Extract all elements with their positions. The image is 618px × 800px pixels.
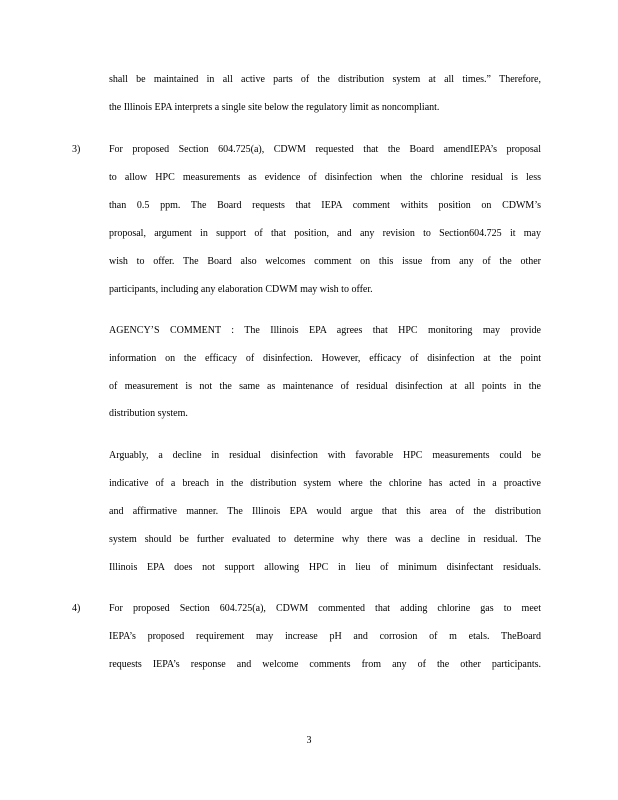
item-4-line-3: requests IEPA’s response and welcome comments from any of the other participants. <box>109 659 541 670</box>
page-number: 3 <box>306 735 312 746</box>
agency-comment-line-1: AGENCY’S COMMENT : The Illinois EPA agrees that HPC monitoring may provide <box>109 325 541 336</box>
continuation-line-1: shall be maintained in all active parts of the distribution system at all times.” Therefore, <box>109 74 541 85</box>
arguably-line-1: Arguably, a decline in residual disinfection with favorable HPC measurements could be <box>109 450 541 461</box>
arguably-line-4: system should be further evaluated to determine why there was a decline in residual. The <box>109 534 541 545</box>
agency-comment-line-2: information on the efficacy of disinfection. However, efficacy of disinfection at the point <box>109 353 541 364</box>
item-4-number: 4) <box>72 603 81 614</box>
agency-comment-line-3: of measurement is not the same as maintenance of residual disinfection at all points in the <box>109 381 541 392</box>
arguably-line-2: indicative of a breach in the distribution system where the chlorine has acted in a proactive <box>109 478 541 489</box>
item-3-line-3: than 0.5 ppm. The Board requests that IEPA comment withits position on CDWM’s <box>109 200 541 211</box>
arguably-line-3: and affirmative manner. The Illinois EPA would argue that this area of the distribution <box>109 506 541 517</box>
item-3-line-5: wish to offer. The Board also welcomes comment on this issue from any of the other <box>109 256 541 267</box>
item-3-line-6: participants, including any elaboration CDWM may wish to offer. <box>109 284 373 295</box>
continuation-line-2: the Illinois EPA interprets a single site below the regulatory limit as noncompliant. <box>109 102 440 113</box>
arguably-line-5: Illinois EPA does not support allowing HPC in lieu of minimum disinfectant residuals. <box>109 562 541 573</box>
item-3-number: 3) <box>72 144 81 155</box>
item-3-line-1: For proposed Section 604.725(a), CDWM requested that the Board amendIEPA’s proposal <box>109 144 541 155</box>
item-3-line-2: to allow HPC measurements as evidence of disinfection when the chlorine residual is less <box>109 172 541 183</box>
agency-comment-line-4: distribution system. <box>109 408 188 419</box>
item-4-line-1: For proposed Section 604.725(a), CDWM commented that adding chlorine gas to meet <box>109 603 541 614</box>
item-3-line-4: proposal, argument in support of that position, and any revision to Section604.725 it may <box>109 228 541 239</box>
item-4-line-2: IEPA’s proposed requirement may increase pH and corrosion of m etals. TheBoard <box>109 631 541 642</box>
